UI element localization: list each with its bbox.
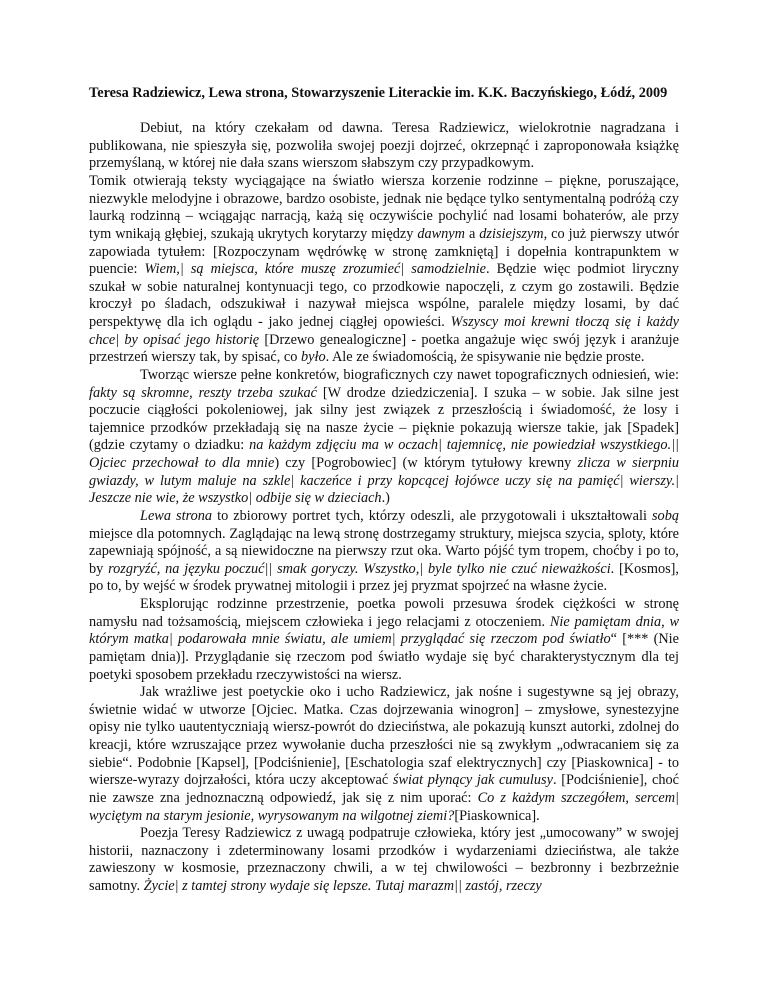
- italic-quote: Nie pamiętam dnia, w którym matka| podarowała mnie światu, ale umiem| przyglądać się rzeczom pod światło: [89, 613, 680, 648]
- text-run: Debiut, na który czekałam od dawna. Teresa Radziewicz, wielokrotnie nagradzana i publikowana, nie spieszyła się, pozwoliła swojej poezji dojrzeć, okrzepnąć i zaproponowała książkę przemyślaną, w której nie dała szans wierszom słabszym czy przypadkowym.: [89, 120, 679, 172]
- italic-quote: dawnym: [417, 225, 465, 242]
- paragraph: [89, 173, 679, 367]
- italic-quote: Lewa strona: [140, 507, 213, 524]
- text-run: .): [381, 490, 390, 507]
- italic-quote: Życie| z tamtej strony wydaje się lepsze. Tutaj marazm|| zastój, rzeczy: [143, 878, 542, 894]
- text-run: [Piaskownica].: [454, 807, 540, 824]
- text-run: Tworząc wiersze pełne konkretów, biograficznych czy nawet topograficznych odniesień, wie:: [140, 366, 679, 383]
- text-run: a: [464, 225, 480, 242]
- text-run: “ [*** (Nie pamiętam dnia)]. Przyglądanie się rzeczom pod światło wydaje się być charakterystycznym dla tej poetyki sposobem przekładu rzeczywistości na wiersz.: [89, 631, 680, 683]
- italic-quote: na każdym zdjęciu ma w oczach| tajemnicę, nie powiedział wszystkiego.|| Ojciec przechował to dla mnie: [89, 437, 679, 471]
- text-run: [W drodze dziedziczenia]. I szuka – w sobie. Jak silne jest poczucie ciągłości pokoleniowej, jak silny jest związek z przeszłością i świadomość, że losy i tajemnice przodków przekładają się na nasze życie – pięknie pokazują wiersze takie, jak [Spadek] (gdzie czytamy o dziadku:: [89, 384, 679, 454]
- paragraph: [89, 684, 679, 825]
- italic-quote: Wszyscy moi krewni tłoczą się i każdy chce| by opisać jego historię: [89, 314, 679, 348]
- text-run: Poezja Teresy Radziewicz z uwagą podpatruje człowieka, który jest „umocowany” w swojej historii, naznaczony i zdeterminowany losami przodków i wydarzeniami dzieciństwa, ale także zawieszony w kosmosie, przeznaczony chwili, a w tej chwilowości – bezbronny i bezbrzeżnie samotny.: [89, 825, 679, 894]
- italic-quote: zlicza w sierpniu gwiazdy, w lutym maluje na szkle| kaczeńce i przy kopcącej łojówce uczy się na pamięć| wierszy.| Jeszcze nie wie, że wszystko| odbije się w dzieciach: [89, 455, 679, 507]
- paragraph: [89, 596, 679, 684]
- italic-quote: fakty są skromne, reszty trzeba szukać: [89, 384, 317, 401]
- text-run: . [Kosmos], po to, by wejść w środek prywatnej mitologii i przez jej pryzmat spojrzeć na własne życie.: [89, 560, 679, 595]
- text-run: miejsce dla potomnych. Zaglądając na lewą stronę dostrzegamy struktury, miejsca szycia, sploty, które zapewniają spójność, a są niewidoczne na pierwszy rzut oka. Warto pójść tym tropem, choćby i po to, by: [89, 525, 679, 577]
- italic-quote: było: [301, 349, 326, 366]
- paragraph: [89, 508, 679, 596]
- review-body: [89, 120, 679, 896]
- text-run: , co już pierwszy utwór zapowiada tytułem: [Rozpoczynam wędrówkę w stronę zamkniętą] i dopełnia kontrapunktem w puencie:: [89, 225, 680, 278]
- document-page: [89, 85, 679, 896]
- italic-quote: świat płynący jak cumulusy: [392, 772, 553, 789]
- text-run: Eksplorując rodzinne przestrzenie, poetka powoli przesuwa środek ciężkości w stronę namysłu nad tożsamością, miejscem człowieka i jego relacjami z otoczeniem.: [89, 596, 679, 630]
- text-run: . Ale ze świadomością, że spisywanie nie będzie proste.: [325, 349, 645, 366]
- text-run: [Drzewo genealogiczne] - poetka angażuje więc swój język i aranżuje przestrzeń wierszy tak, by spisać, co: [89, 331, 679, 366]
- paragraph: [89, 367, 679, 508]
- paragraph: [89, 825, 679, 896]
- text-run: to zbiorowy portret tych, którzy odeszli, ale przygotowali i ukształtowali: [212, 507, 652, 524]
- review-title: Teresa Radziewicz, Lewa strona, Stowarzyszenie Literackie im. K.K. Baczyńskiego, Łódź, 2009: [89, 85, 668, 101]
- paragraph: [89, 120, 679, 173]
- text-run: Jak wrażliwe jest poetyckie oko i ucho Radziewicz, jak nośne i sugestywne są jej obrazy, świetnie widać w utworze [Ojciec. Matka. Czas dojrzewania winogron] – zmysłowe, synestezyjne opisy nie tylko uautentyczniają wiersz-powrót do dzieciństwa, ale pokazują kunszt autorki, zdolnej do kreacji, które wzruszające przez wywołanie ducha przeszłości nie są zwykłym „odwracaniem się za siebie“. Podobnie [Kapsel], [Podciśnienie], [Eschatologia szaf elektrycznych] czy [Piaskownica] - to wiersze-wyrazy dojrzałości, która uczy akceptować: [89, 684, 679, 789]
- text-run: ) czy [Pogrobowiec] (w którym tytułowy krewny: [274, 455, 578, 471]
- italic-quote: rozgryźć, na języku poczuć|| smak goryczy. Wszystko,| byle tylko nie czuć nieważkości: [108, 560, 611, 577]
- italic-quote: sobą: [651, 507, 679, 524]
- text-run: Tomik otwierają teksty wyciągające na światło wiersza korzenie rodzinne – piękne, poruszające, niezwykle melodyjne i obrazowe, bardzo osobiste, jednak nie będące tylko sentymentalną podróżą czy laurką rodzinną – wciągając narracją, każą się oczywiście pochylić nad losami bohaterów, ale przy tym wnikają głębiej, szukają ukrytych korytarzy między: [89, 173, 679, 242]
- text-run: . [Podciśnienie], choć nie zawsze zna jednoznaczną odpowiedź, jak się z nim uporać:: [89, 772, 679, 806]
- italic-quote: Wiem,| są miejsca, które muszę zrozumieć| samodzielnie: [144, 261, 486, 278]
- text-run: . Będzie więc podmiot liryczny szukał w sobie naturalnej kontynuacji tego, co przodkowie napoczęli, z czym go zostawili. Będzie kroczył po śladach, odszukiwał i nazywał miejsca wspólne, paralele między losami, by dać perspektywę dla ich oglądu - jako jednej ciągłej opowieści.: [89, 261, 679, 330]
- italic-quote: Co z każdym szczegółem, sercem| wyciętym na starym jesionie, wyrysowanym na wilgotnej ziemi?: [89, 789, 679, 824]
- italic-quote: dzisiejszym: [479, 225, 544, 242]
